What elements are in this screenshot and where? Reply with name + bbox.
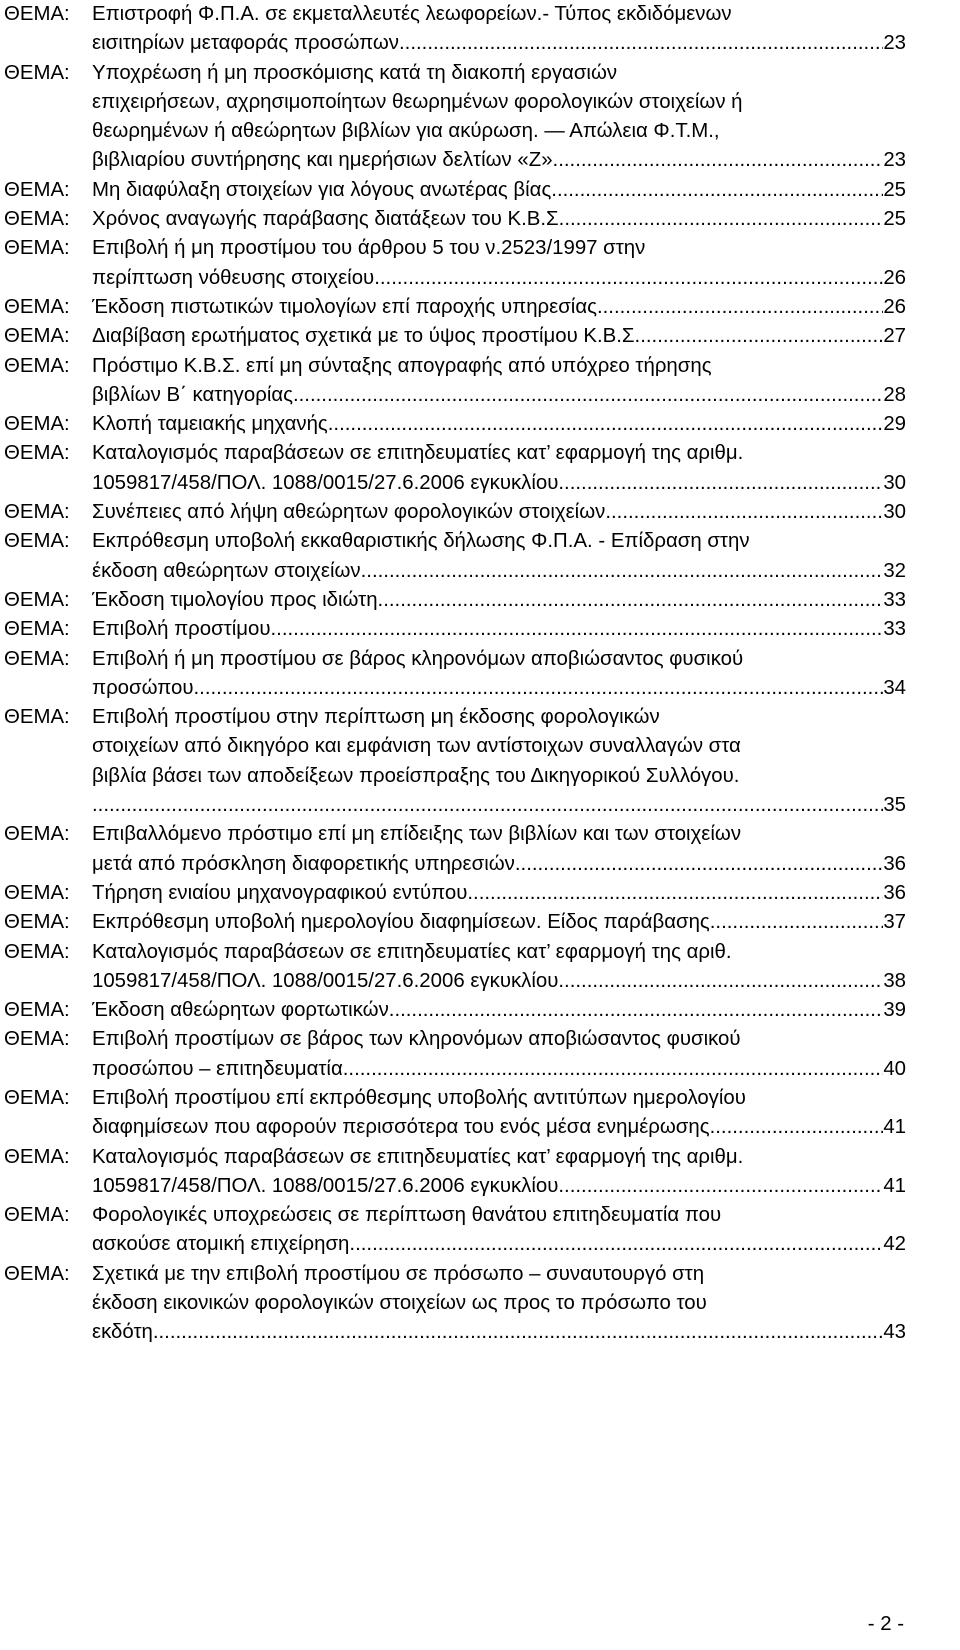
toc-entry[interactable] [4, 1260, 906, 1348]
page-number: - 2 - [867, 1613, 904, 1635]
toc-entry[interactable] [4, 703, 906, 820]
toc-entry-title-line: Καταλογισμός παραβάσεων σε επιτηδευματίες κατ’ εφαρμογή της αριθμ. [92, 442, 744, 465]
toc-entry-label: ΘΕΜΑ: [4, 325, 70, 348]
toc-entry[interactable] [4, 0, 906, 59]
toc-entry[interactable] [4, 645, 906, 704]
dot-leader [557, 176, 883, 205]
toc-entry-link[interactable] [92, 879, 906, 908]
toc-entry-title-line: Τήρηση ενιαίου μηχανογραφικού εντύπου [92, 881, 468, 904]
toc-entry-final-line [92, 264, 906, 293]
toc-entry-title-line: Επιβολή προστίμου. [92, 618, 277, 641]
toc-entry-final-line [92, 146, 906, 175]
toc-entry-title-line: Χρόνος αναγωγής παράβασης διατάξεων του Κ.Β.Σ. [92, 208, 565, 231]
toc-entry-final-line [92, 1113, 906, 1142]
toc-entry-title-line: Επιβολή προστίμων σε βάρος των κληρονόμων αποβιώσαντος φυσικού [92, 1028, 741, 1051]
toc-entry-final-line [92, 1318, 906, 1347]
toc-entry-title-line: ασκούσε ατομική επιχείρηση [92, 1233, 350, 1256]
toc-entry-link[interactable] [92, 996, 906, 1025]
toc-entry-label: ΘΕΜΑ: [4, 647, 70, 670]
toc-entry-final-line [92, 381, 906, 410]
toc-entry-title-line: Επιστροφή Φ.Π.Α. σε εκμεταλλευτές λεωφορείων.- Τύπος εκδιδόμενων [92, 3, 732, 25]
toc-page-number: 25 [883, 208, 906, 231]
toc-page-number: 40 [883, 1057, 906, 1080]
toc-entry-title-line: Εκπρόθεσμη υποβολή εκκαθαριστικής δήλωσης Φ.Π.Α. - Επίδραση στην [92, 530, 750, 553]
toc-entry[interactable] [4, 176, 906, 205]
toc-page-number: 30 [883, 501, 906, 524]
toc-page-number: 33 [883, 588, 906, 611]
toc-entry[interactable] [4, 586, 906, 615]
toc-entry-label: ΘΕΜΑ: [4, 178, 70, 201]
toc-entry-title-line: επιχειρήσεων, αχρησιμοποίητων θεωρημένων φορολογικών στοιχείων ή [92, 90, 743, 113]
toc-entry[interactable] [4, 615, 906, 644]
toc-page-number: 37 [883, 911, 906, 934]
toc-entry-final-line [92, 293, 906, 322]
toc-entry-title-line: προσώπου. [92, 676, 200, 699]
toc-entry-title-line: βιβλιαρίου συντήρησης και ημερήσιων δελτίων «Ζ». [92, 149, 559, 172]
toc-page-number: 39 [883, 999, 906, 1022]
toc-entry[interactable] [4, 527, 906, 586]
dot-leader [366, 557, 883, 586]
toc-entry-link[interactable] [92, 498, 906, 527]
toc-entry-title-line: περίπτωση νόθευσης στοιχείου. [92, 266, 380, 289]
toc-entry-label: ΘΕΜΑ: [4, 208, 70, 231]
toc-entry-label: ΘΕΜΑ: [4, 940, 70, 963]
toc-entry-title-line: Έκδοση αθεώρητων φορτωτικών. [92, 999, 395, 1022]
toc-entry[interactable] [4, 205, 906, 234]
toc-entry-title-line: Κλοπή ταμειακής μηχανής. [92, 413, 334, 436]
toc-entry-title-line: εκδότη. [92, 1321, 159, 1344]
toc-entry-final-line [92, 850, 906, 879]
toc-entry[interactable] [4, 59, 906, 176]
toc-entry-label: ΘΕΜΑ: [4, 413, 70, 436]
toc-page-number: 42 [883, 1233, 906, 1256]
toc-entry-title-line: 1059817/458/ΠΟΛ. 1088/0015/27.6.2006 εγκυκλίου. [92, 1174, 565, 1197]
toc-entry-title-line: 1059817/458/ΠΟΛ. 1088/0015/27.6.2006 εγκυκλίου. [92, 969, 565, 992]
toc-page-number: 43 [883, 1321, 906, 1344]
toc-entry[interactable] [4, 410, 906, 439]
toc-page-number: 32 [883, 559, 906, 582]
toc-page-number: 38 [883, 969, 906, 992]
toc-entry-final-line [92, 967, 906, 996]
toc-entry[interactable] [4, 439, 906, 498]
toc-page-number: 27 [883, 325, 906, 348]
dot-leader [199, 674, 883, 703]
toc-entry-link[interactable] [92, 908, 906, 937]
toc-entry-final-line [92, 410, 906, 439]
toc-entry[interactable] [4, 1084, 906, 1143]
toc-entry-final-line [92, 322, 906, 351]
toc-entry-label: ΘΕΜΑ: [4, 530, 70, 553]
toc-entry-final-line [92, 469, 906, 498]
toc-entry[interactable] [4, 996, 906, 1025]
dot-leader [394, 996, 883, 1025]
dot-leader [276, 615, 883, 644]
toc-entry-link[interactable] [92, 1025, 906, 1084]
toc-entry-link[interactable] [92, 439, 906, 498]
toc-entry[interactable] [4, 293, 906, 322]
toc-entry-final-line [92, 615, 906, 644]
toc-page-number: 30 [883, 471, 906, 494]
toc-entry-link[interactable] [92, 1143, 906, 1202]
dot-leader [715, 908, 883, 937]
toc-entry-link[interactable] [92, 322, 906, 351]
toc-entry-title-line: στοιχείων από δικηγόρο και εμφάνιση των αντίστοιχων συναλλαγών στα [92, 735, 741, 758]
toc-page-number: 23 [883, 32, 906, 55]
toc-entry-link[interactable] [92, 703, 906, 820]
toc-entry-label: ΘΕΜΑ: [4, 61, 70, 84]
dot-leader [564, 469, 883, 498]
toc-entry[interactable] [4, 820, 906, 879]
toc-entry-title-line: έκδοση εικονικών φορολογικών στοιχείων ως προς το πρόσωπο του [92, 1292, 707, 1315]
toc-entry-title-line: 1059817/458/ΠΟΛ. 1088/0015/27.6.2006 εγκυκλίου. [92, 471, 565, 494]
toc-entry-label: ΘΕΜΑ: [4, 618, 70, 641]
toc-entry-link[interactable] [92, 820, 906, 879]
toc-entry-title-line: προσώπου – επιτηδευματία. [92, 1057, 349, 1080]
toc-entry-link[interactable] [92, 205, 906, 234]
toc-entry[interactable] [4, 1143, 906, 1202]
toc-entry-label: ΘΕΜΑ: [4, 3, 70, 25]
table-of-contents [4, 0, 906, 1348]
toc-entry-link[interactable] [92, 645, 906, 704]
toc-entry-title-line: Έκδοση τιμολογίου προς ιδιώτη. [92, 588, 384, 611]
toc-page-number: 28 [883, 383, 906, 406]
toc-entry-title-line: Επιβολή ή μη προστίμου του άρθρου 5 του ν.2523/1997 στην [92, 237, 646, 260]
toc-entry-title-line: βιβλίων Β΄ κατηγορίας. [92, 383, 299, 406]
dot-leader [515, 850, 883, 879]
dot-leader [383, 586, 883, 615]
dot-leader [564, 1172, 883, 1201]
dot-leader [558, 146, 883, 175]
toc-entry-final-line [92, 176, 906, 205]
toc-entry-final-line [92, 674, 906, 703]
toc-entry-label: ΘΕΜΑ: [4, 295, 70, 318]
toc-entry-title-line: θεωρημένων ή αθεώρητων βιβλίων για ακύρωση. — Απώλεια Φ.Τ.Μ., [92, 120, 720, 143]
toc-page-number: 23 [883, 149, 906, 172]
toc-entry-label: ΘΕΜΑ: [4, 911, 70, 934]
dot-leader [159, 1318, 884, 1347]
toc-entry-label: ΘΕΜΑ: [4, 442, 70, 465]
toc-entry-title-line: Επιβολή ή μη προστίμου σε βάρος κληρονόμων αποβιώσαντος φυσικού [92, 647, 744, 670]
toc-entry-title-line: Φορολογικές υποχρεώσεις σε περίπτωση θανάτου επιτηδευματία που [92, 1204, 722, 1227]
toc-entry[interactable] [4, 234, 906, 293]
toc-entry-title-line: Καταλογισμός παραβάσεων σε επιτηδευματίες κατ’ εφαρμογή της αριθμ. [92, 1145, 744, 1168]
toc-entry-label: ΘΕΜΑ: [4, 881, 70, 904]
toc-entry-label: ΘΕΜΑ: [4, 354, 70, 377]
toc-entry-title-line: εισιτηρίων μεταφοράς προσώπων. [92, 32, 405, 55]
dot-leader [333, 410, 883, 439]
toc-entry-link[interactable] [92, 527, 906, 586]
toc-page-number: 25 [883, 178, 906, 201]
toc-page-number: 36 [883, 852, 906, 875]
dot-leader [299, 381, 884, 410]
toc-entry-title-line: Συνέπειες από λήψη αθεώρητων φορολογικών στοιχείων. [92, 501, 611, 524]
toc-entry-final-line [92, 205, 906, 234]
toc-entry-label: ΘΕΜΑ: [4, 588, 70, 611]
dot-leader [603, 293, 884, 322]
toc-entry-label: ΘΕΜΑ: [4, 706, 70, 729]
toc-entry-final-line [92, 996, 906, 1025]
toc-entry-final-line [92, 908, 906, 937]
toc-entry-link[interactable] [92, 586, 906, 615]
toc-entry-final-line [92, 791, 906, 820]
toc-entry-label: ΘΕΜΑ: [4, 1262, 70, 1285]
toc-page-number: 41 [883, 1116, 906, 1139]
toc-entry-label: ΘΕΜΑ: [4, 1204, 70, 1227]
toc-entry-link[interactable] [92, 59, 906, 176]
toc-entry-label: ΘΕΜΑ: [4, 999, 70, 1022]
dot-leader [380, 264, 883, 293]
toc-entry-title-line: μετά από πρόσκληση διαφορετικής υπηρεσιών [92, 852, 515, 875]
toc-entry-link[interactable] [92, 176, 906, 205]
dot-leader [92, 791, 883, 820]
toc-entry-final-line [92, 557, 906, 586]
toc-entry-final-line [92, 498, 906, 527]
toc-entry-link[interactable] [92, 615, 906, 644]
dot-leader [349, 1230, 883, 1259]
toc-entry-title-line: βιβλία βάσει των αποδείξεων προείσπραξης του Δικηγορικού Συλλόγου. [92, 764, 740, 787]
toc-entry[interactable] [4, 498, 906, 527]
dot-leader [467, 879, 883, 908]
toc-page-number: 36 [883, 881, 906, 904]
toc-entry-link[interactable] [92, 1201, 906, 1260]
dot-leader [611, 498, 883, 527]
toc-entry-link[interactable] [92, 1084, 906, 1143]
dot-leader [405, 29, 884, 58]
dot-leader [710, 1113, 884, 1142]
toc-entry-title-line: Σχετικά με την επιβολή προστίμου σε πρόσωπο – συναυτουργό στη [92, 1262, 705, 1285]
toc-entry-label: ΘΕΜΑ: [4, 823, 70, 846]
toc-entry-link[interactable] [92, 234, 906, 293]
toc-entry-final-line [92, 586, 906, 615]
toc-entry-title-line: έκδοση αθεώρητων στοιχείων. [92, 559, 367, 582]
toc-entry-final-line [92, 879, 906, 908]
toc-entry-title-line: Επιβολή προστίμου επί εκπρόθεσμης υποβολής αντιτύπων ημερολογίου [92, 1086, 746, 1109]
toc-entry-final-line [92, 29, 906, 58]
dot-leader [564, 967, 883, 996]
toc-entry[interactable] [4, 908, 906, 937]
toc-entry-label: ΘΕΜΑ: [4, 237, 70, 260]
toc-entry[interactable] [4, 322, 906, 351]
toc-entry-final-line [92, 1055, 906, 1084]
toc-page-number: 29 [883, 413, 906, 436]
toc-entry-title-line: Επιβολή προστίμου στην περίπτωση μη έκδοσης φορολογικών [92, 706, 660, 729]
toc-entry-link[interactable] [92, 352, 906, 411]
toc-entry[interactable] [4, 938, 906, 997]
toc-entry-link[interactable] [92, 293, 906, 322]
toc-page-number: 41 [883, 1174, 906, 1197]
toc-entry[interactable] [4, 1025, 906, 1084]
toc-page-number: 26 [883, 266, 906, 289]
toc-entry-title-line: Καταλογισμός παραβάσεων σε επιτηδευματίες κατ’ εφαρμογή της αριθ. [92, 940, 732, 963]
toc-page-number: 34 [883, 676, 906, 699]
toc-entry-label: ΘΕΜΑ: [4, 501, 70, 524]
toc-entry-link[interactable] [92, 938, 906, 997]
dot-leader [640, 322, 883, 351]
toc-entry-final-line [92, 1230, 906, 1259]
toc-entry[interactable] [4, 879, 906, 908]
toc-entry-link[interactable] [92, 410, 906, 439]
toc-entry-title-line: Υποχρέωση ή μη προσκόμισης κατά τη διακοπή εργασιών [92, 61, 618, 84]
toc-page-number: 33 [883, 618, 906, 641]
toc-entry-link[interactable] [92, 1260, 906, 1348]
toc-entry-title-line: Έκδοση πιστωτικών τιμολογίων επί παροχής υπηρεσίας. [92, 295, 603, 318]
toc-page-number: 26 [883, 295, 906, 318]
dot-leader [348, 1055, 883, 1084]
dot-leader [564, 205, 883, 234]
toc-entry-title-line: Μη διαφύλαξη στοιχείων για λόγους ανωτέρας βίας. [92, 178, 557, 201]
toc-entry-label: ΘΕΜΑ: [4, 1145, 70, 1168]
toc-entry-link[interactable] [92, 0, 906, 59]
toc-page-number: 35 [883, 794, 906, 817]
toc-entry[interactable] [4, 1201, 906, 1260]
toc-entry-title-line: διαφημίσεων που αφορούν περισσότερα του ενός μέσα ενημέρωσης [92, 1116, 710, 1139]
toc-entry-final-line [92, 1172, 906, 1201]
toc-entry-title-line: Επιβαλλόμενο πρόστιμο επί μη επίδειξης των βιβλίων και των στοιχείων [92, 823, 742, 846]
toc-entry-label: ΘΕΜΑ: [4, 1086, 70, 1109]
toc-entry-title-line: Εκπρόθεσμη υποβολή ημερολογίου διαφημίσεων. Είδος παράβασης. [92, 911, 716, 934]
toc-entry-label: ΘΕΜΑ: [4, 1028, 70, 1051]
toc-entry-title-line: Πρόστιμο Κ.Β.Σ. επί μη σύνταξης απογραφής από υπόχρεο τήρησης [92, 354, 712, 377]
toc-entry[interactable] [4, 352, 906, 411]
toc-entry-title-line: Διαβίβαση ερωτήματος σχετικά με το ύψος προστίμου Κ.Β.Σ. [92, 325, 641, 348]
